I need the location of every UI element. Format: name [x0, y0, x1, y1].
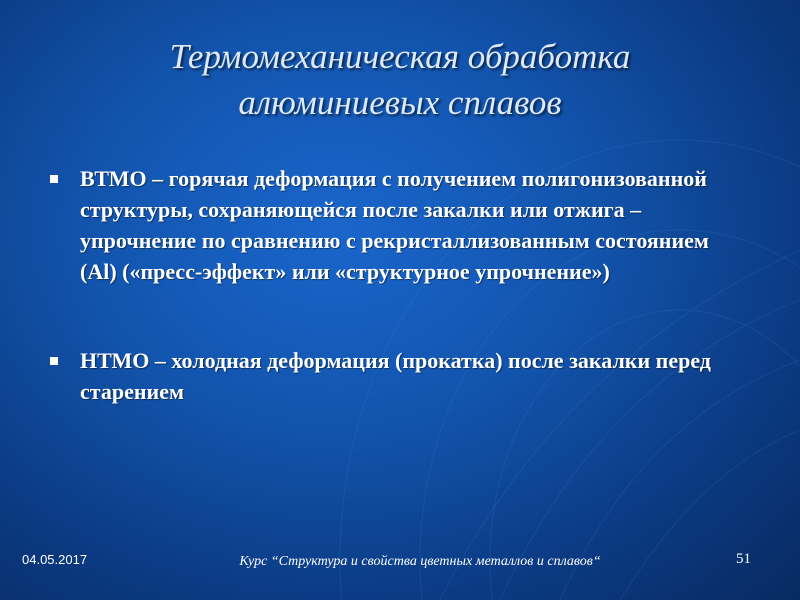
bullet-item-ntmo [44, 345, 744, 407]
footer-date: 04.05.2017 [22, 552, 88, 567]
bullet-list [44, 163, 744, 407]
title-line-1: Термомеханическая обработка [169, 37, 631, 76]
square-bullet-icon [50, 357, 58, 365]
slide-number: 51 [736, 551, 751, 567]
bullet-item-vtmo [44, 163, 744, 287]
square-bullet-icon [50, 175, 58, 183]
slide-title [60, 34, 740, 126]
bullet-text-vtmo: ВТМО – горячая деформация с получением полигонизованной структуры, сохраняющейся после закалки или отжига – упрочнение по сравнению с рекристаллизованным состоянием (Al) («пресс-эффект» или «структурное упрочнение») [80, 166, 709, 284]
footer-course-name: Курс “Структура и свойства цветных металлов и сплавов“ [239, 554, 601, 569]
bullet-text-ntmo: НТМО – холодная деформация (прокатка) после закалки перед старением [80, 348, 711, 404]
title-line-2: алюминиевых сплавов [238, 83, 562, 122]
